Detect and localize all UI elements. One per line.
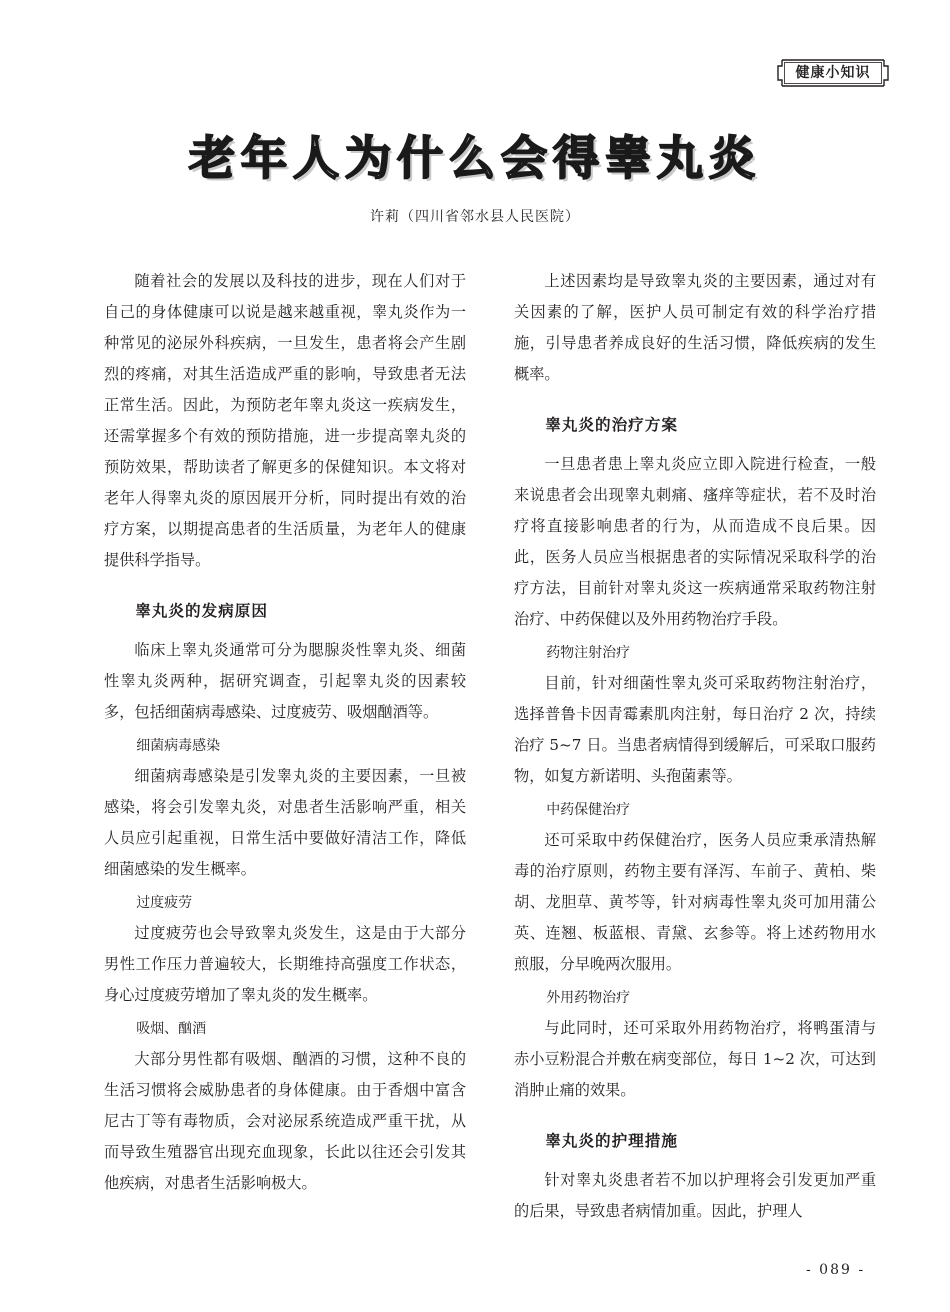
- summary-paragraph: 上述因素均是导致睾丸炎的主要因素，通过对有关因素的了解，医护人员可制定有效的科学治疗措施，引导患者养成良好的生活习惯，降低疾病的发生概率。: [514, 272, 876, 383]
- right-column: [514, 266, 876, 1227]
- fatigue-heading: 过度疲劳: [136, 895, 193, 911]
- infection-heading: 细菌病毒感染: [136, 738, 221, 754]
- injection-paragraph: 目前，针对细菌性睾丸炎可采取药物注射治疗，选择普鲁卡因青霉素肌肉注射，每日治疗 2 次，持续治疗 5~7 日。当患者病情得到缓解后，可采取口服药物，如复方新诺明、头孢菌素等。: [514, 674, 876, 785]
- cause-paragraph: 临床上睾丸炎通常可分为腮腺炎性睾丸炎、细菌性睾丸炎两种，据研究调查，引起睾丸炎的因素较多，包括细菌病毒感染、过度疲劳、吸烟酗酒等。: [104, 641, 466, 721]
- article-title: 老年人为什么会得睾丸炎: [189, 131, 761, 185]
- external-paragraph: 与此同时，还可采取外用药物治疗，将鸭蛋清与赤小豆粉混合并敷在病变部位，每日 1~2 次，可达到消肿止痛的效果。: [514, 1019, 876, 1099]
- intro-paragraph: 随着社会的发展以及科技的进步，现在人们对于自己的身体健康可以说是越来越重视，睾丸炎作为一种常见的泌尿外科疾病，一旦发生，患者将会产生剧烈的疼痛，对其生活造成严重的影响，导致患者无法正常生活。因此，为预防老年睾丸炎这一疾病发生，还需掌握多个有效的预防措施，进一步提高睾丸炎的预防效果，帮助读者了解更多的保健知识。本文将对老年人得睾丸炎的原因展开分析，同时提出有效的治疗方案，以期提高患者的生活质量，为老年人的健康提供科学指导。: [104, 272, 466, 569]
- cause-heading: 睾丸炎的发病原因: [135, 602, 268, 620]
- treatment-heading: 睾丸炎的治疗方案: [545, 416, 678, 434]
- smoking-paragraph: 大部分男性都有吸烟、酗酒的习惯，这种不良的生活习惯将会威胁患者的身体健康。由于香烟中富含尼古丁等有毒物质，会对泌尿系统造成严重干扰，从而导致生殖器官出现充血现象，长此以往还会引发其他疾病，对患者生活影响极大。: [104, 1050, 466, 1192]
- infection-paragraph: 细菌病毒感染是引发睾丸炎的主要因素，一旦被感染，将会引发睾丸炎，对患者生活影响严重，相关人员应引起重视，日常生活中要做好清洁工作，降低细菌感染的发生概率。: [104, 767, 466, 878]
- nursing-paragraph: 针对睾丸炎患者若不加以护理将会引发更加严重的后果，导致患者病情加重。因此，护理人: [514, 1171, 876, 1220]
- external-heading: 外用药物治疗: [546, 990, 631, 1006]
- treatment-paragraph: 一旦患者患上睾丸炎应立即入院进行检查，一般来说患者会出现睾丸刺痛、瘙痒等症状，若不及时治疗将直接影响患者的行为，从而造成不良后果。因此，医务人员应当根据患者的实际情况采取科学的治疗方法，目前针对睾丸炎这一疾病通常采取药物注射治疗、中药保健以及外用药物治疗手段。: [514, 455, 876, 628]
- tcm-heading: 中药保健治疗: [546, 802, 631, 818]
- fatigue-paragraph: 过度疲劳也会导致睾丸炎发生，这是由于大部分男性工作压力普遍较大，长期维持高强度工作状态，身心过度疲劳增加了睾丸炎的发生概率。: [104, 924, 466, 1004]
- author-byline: 许莉（四川省邻水县人民医院）: [370, 209, 580, 225]
- smoking-heading: 吸烟、酗酒: [136, 1021, 207, 1037]
- injection-heading: 药物注射治疗: [546, 645, 631, 661]
- section-tag: [776, 58, 890, 88]
- page-number: - 089 -: [806, 1262, 866, 1278]
- section-tag-label: 健康小知识: [795, 65, 871, 81]
- nursing-heading: 睾丸炎的护理措施: [545, 1132, 678, 1150]
- left-column: [104, 266, 466, 1199]
- tcm-paragraph: 还可采取中药保健治疗，医务人员应秉承清热解毒的治疗原则，药物主要有泽泻、车前子、黄柏、柴胡、龙胆草、黄芩等，针对病毒性睾丸炎可加用蒲公英、连翘、板蓝根、青黛、玄参等。将上述药物用水煎服，分早晚两次服用。: [514, 831, 876, 973]
